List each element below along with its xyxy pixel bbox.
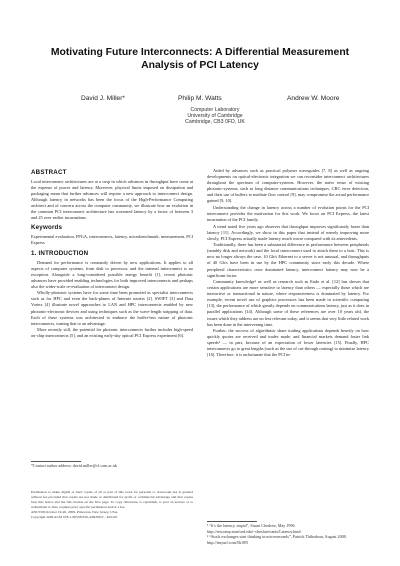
footnotes — [207, 523, 369, 545]
affiliation-line: Computer Laboratory — [190, 107, 240, 113]
intro-paragraph: Demand for performance is constantly driven by new applications. It applies to all aspects of computer systems, from disk to processor, and the internal interconnect is no exception. Alongside a long-considered possible energy benefit [1], recent photonic advances have provided enabling technologies for both improved interconnects and perhaps also the wider-scale re-evaluation of interconnect design. — [31, 259, 193, 289]
footnote-rule — [31, 461, 81, 462]
affiliation-line: Cambridge, CB3 0FD, UK — [185, 119, 245, 126]
introduction-heading: 1. INTRODUCTION — [31, 249, 89, 257]
affiliation — [150, 107, 280, 126]
paper-title: Motivating Future Interconnects: A Differential Measurement Analysis of PCI Latency — [50, 47, 350, 71]
body-paragraph: Aided by advances such as practical polymer waveguides [7, 8] as well as ongoing developments on optical-electronic integration we can reconsider interconnect architectures throughout the spectrum of computer-systems. However, the naive reuse of existing photonic-systems, such as long distance communications techniques, CRC error detection, and their use of buffers to mediate flow control [9], may compromise the actual performance gained [9, 10]. — [207, 168, 369, 204]
conference-line: ANCS'09 October 19-20, 2009, Princeton, New Jersey, USA. — [31, 509, 119, 514]
footnote-2: ² “Stock exchanges start thinking in microseconds”, Patrick Thibodeau, August 2008. http://tinyurl.com/5h18N — [207, 534, 347, 545]
right-column — [207, 168, 369, 359]
author-1: David J. Miller* — [81, 95, 125, 102]
body-paragraph: Traditionally, there has been a substantial difference in performance between peripherals (notably disk and network) and the local interconnect used to attach them to a host. This is now no longer always the case, 10 Gb/s Ethernet to a server is not unusual, and throughputs of 40 Gb/s have been in use by the HPC community since early this decade. Where peripheral characteristics once dominated latency, interconnect latency may now be a significant factor. — [207, 242, 369, 278]
intro-paragraph: Wholly-photonic systems have for some time been promoted as specialist interconnects such as for HPC and even the back-planes of Internet routers [2]. SWIFT [3] and Data Vortex [4] illustrate novel approaches to LAN and HPC interconnects enabled by new photonic-electronic devices and using techniques such as the wave-length stripping of data. Each of these systems was architected to embrace the buffer-less nature of photonic interconnects, turning that to an advantage. — [31, 290, 193, 326]
affiliation-line: University of Cambridge — [187, 113, 243, 120]
body-paragraph: Community knowledge¹ as well as research such as Endo et al. [12] has shown that certain applications are more sensitive to latency than others — especially those which are interactive or transactional in nature, where responsiveness is dominated by latency. For example, recent novel use of graphics processors has been made in scientific computing [13], the performance of which greatly depends on communications latency, just as it does in parallel applications [14]. Although some of these references are over 10 years old, the issues which they address are no less relevant today, and it seems that very little related work has been done in the intervening time. — [207, 279, 369, 327]
body-paragraph: A trend noted five years ago observes that throughput improves significantly faster than latency [11]. Accordingly, we show in this paper that instead of merely improving more slowly, PCI Express actually made latency much worse compared with its antecedents. — [207, 223, 369, 241]
footnote-rule — [207, 521, 257, 522]
body-paragraph: Understanding the change in latency across a number of evolution points for the PCI interconnect provides the motivation for this work. We focus on PCI Express, the latest incarnation of the PCI family. — [207, 204, 369, 222]
body-paragraph: Further, the success of algorithmic share trading applications depends heavily on how quickly quotes are received and trades made, and financial markets demand faster link speeds² — in part, because of an expectation of lower latencies [15]. Finally, HPC interconnects go to great lengths (such as the use of cut-through routing) to minimize latency [16]. Therefore, it is unfortunate that the PCI in- — [207, 328, 369, 358]
left-column — [31, 168, 193, 340]
copyright-line: Copyright 2009 ACM 978-1-60558-630-4/09/0010 ...$10.00. — [31, 514, 118, 519]
contact-footnote-text: *Contact author address: david.miller@cl.cam.ac.uk — [31, 463, 117, 468]
author-block — [0, 93, 400, 163]
permission-block — [31, 490, 193, 519]
keywords-heading: Keywords — [31, 224, 63, 232]
author-3: Andrew W. Moore — [287, 95, 340, 102]
author-2: Philip M. Watts — [178, 95, 222, 102]
abstract-heading: ABSTRACT — [31, 169, 67, 176]
abstract-text: Local interconnect architectures are at a cusp in which advances in throughput have come at the expense of power and latency. Moreover, physical limits imposed on dissipation and packaging mean that further advances will require a new approach to interconnect design. Although latency in networks has been the focus of the High-Performance Computing architect and of concern across the computer community, we illustrate how an evolution in the common PCI interconnect architecture has worsened latency by a factor of between 3 and 25 over earlier incarnations. — [31, 179, 193, 221]
keywords-text: Experimental evaluation, FPGA, interconnects, latency, microbenchmark, measurement, PCI Express — [31, 234, 193, 246]
intro-paragraph: More recently still, the potential for photonic interconnects further includes high-speed on-chip interconnects [5], and an existing early-day optical PCI Express experiment [6]. — [31, 327, 193, 339]
contact-footnote — [31, 463, 193, 469]
permission-text: Permission to make digital or hard copies of all or part of this work for personal or classroom use is granted without fee provided that copies are not made or distributed for profit or commercial advantage and that copies bear this notice and the full citation on the first page. To copy otherwise, to republish, to post on servers or to redistribute to lists, requires prior specific permission and/or a fee. — [31, 490, 193, 509]
footnote-1: ¹ “It's the latency, stupid”, Stuart Cheshire, May 1996. http://rescomp.stanford.edu/~cheshire/rants/Latency.html — [207, 523, 301, 534]
